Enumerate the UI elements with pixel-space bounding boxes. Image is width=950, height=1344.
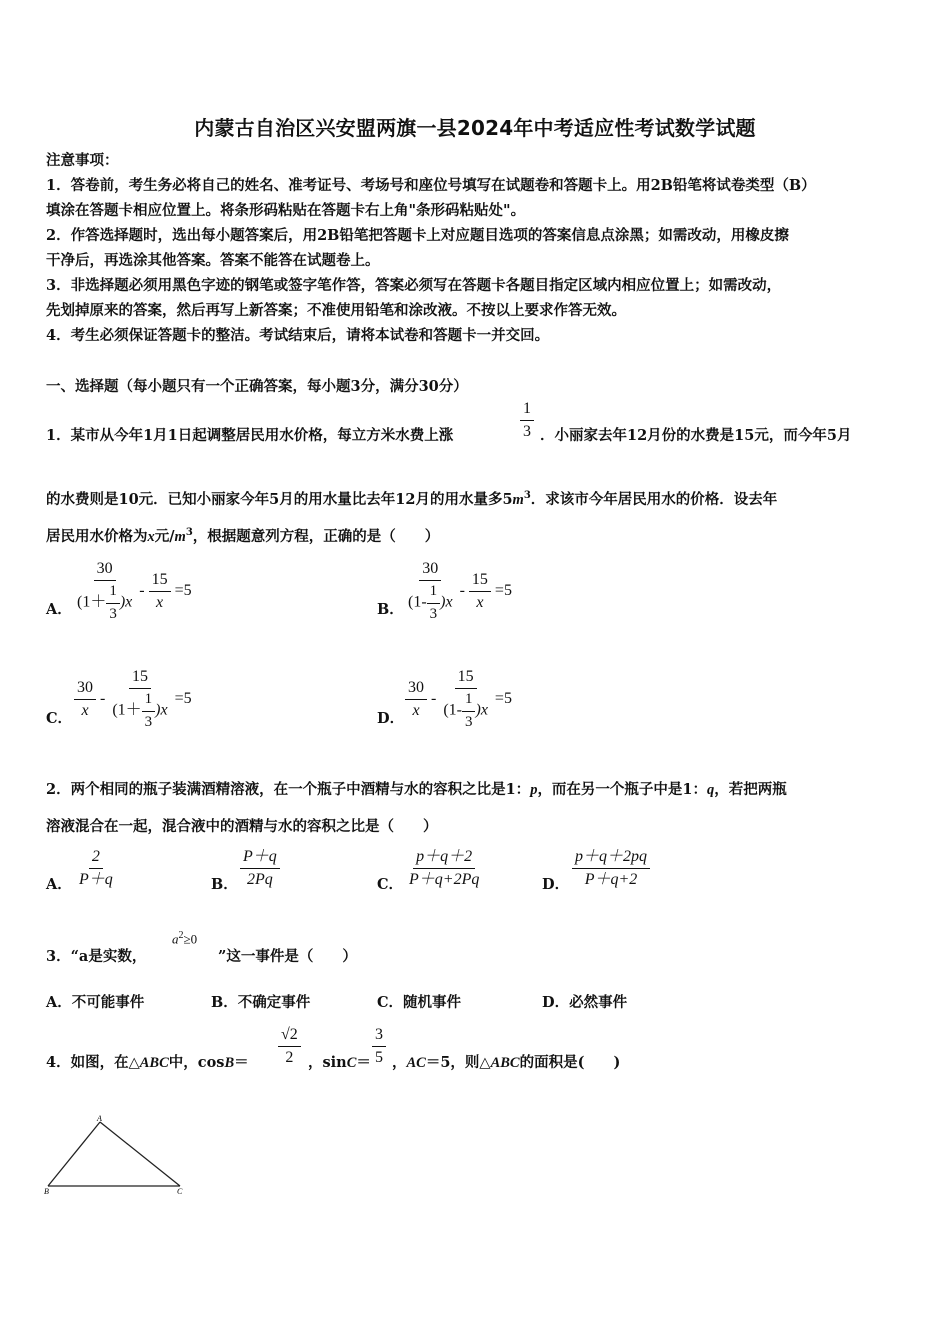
q2-option-a-fraction: $\frac{2}{P+q}$ <box>79 848 113 889</box>
q1-option-b-label: B． <box>377 601 404 618</box>
notice-line-7: 4．考生必须保证答题卡的整洁。考试结束后，请将本试卷和答题卡一并交回。 <box>46 327 550 344</box>
vertex-c-label: C <box>177 1187 183 1196</box>
q1-option-a-equation: 30 (1＋ $\frac{1}{3}$ )x - $\frac{15}{x}$ =5 <box>77 560 192 622</box>
q2-option-b-fraction: $\frac{P+q}{2Pq}$ <box>240 848 280 890</box>
q3-option-d: D．必然事件 <box>542 994 628 1011</box>
notice-heading: 注意事项： <box>46 152 119 169</box>
q3-option-c: C．随机事件 <box>377 994 462 1011</box>
vertex-a-label: A <box>97 1114 102 1123</box>
q4-stem-sin: ，sinC＝ <box>308 1054 371 1071</box>
vertex-b-label: B <box>44 1187 49 1196</box>
q1-option-c-equation: $\frac{30}{x}$ - 15 (1＋ $\frac{1}{3}$ )x =5 <box>74 668 192 731</box>
q1-option-d-label: D． <box>377 710 405 727</box>
q1-option-a-label: A． <box>46 601 72 618</box>
notice-line-4: 干净后，再选涂其他答案。答案不能答在试题卷上。 <box>46 252 380 269</box>
q1-option-c-label: C． <box>46 710 73 727</box>
q2-line-1: 2．两个相同的瓶子装满酒精溶液，在一个瓶子中酒精与水的容积之比是1：p，而在另一个瓶子中是1：q，若把两瓶 <box>46 781 787 798</box>
q4-sin-fraction: $\frac{3}{5}$ <box>372 1026 386 1068</box>
q1-option-d-equation: $\frac{30}{x}$ - 15 (1- $\frac{1}{3}$ )x =5 <box>405 668 512 731</box>
q3-stem-start: 3．“a是实数， <box>46 948 147 965</box>
q2-line-2: 溶液混合在一起，混合液中的酒精与水的容积之比是（ ） <box>46 818 438 835</box>
q2-option-c-label: C． <box>377 876 404 893</box>
section-heading: 一、选择题（每小题只有一个正确答案，每小题3分，满分30分） <box>46 378 468 395</box>
notice-line-5: 3．非选择题必须用黑色字迹的钢笔或签字笔作答，答案必须写在答题卡各题目指定区域内相应位置上；如需改动， <box>46 277 782 294</box>
q4-cos-fraction: $\frac{√2}{2}$ <box>278 1026 301 1068</box>
q2-option-a-label: A． <box>46 876 72 893</box>
triangle-side-ab <box>48 1122 100 1186</box>
q4-stem-end: ，AC＝5，则△ABC的面积是( ) <box>392 1054 621 1071</box>
q2-option-b-label: B． <box>211 876 238 893</box>
q1-line-3: 居民用水价格为x元$/m^3$，根据题意列方程，正确的是（ ） <box>46 527 440 545</box>
q3-option-a: A．不可能事件 <box>46 994 145 1011</box>
q1-inline-fraction: $\frac{1}{3}$ <box>520 400 534 442</box>
q3-expression: $a^2\ge 0$ <box>172 930 198 947</box>
exam-title: 内蒙古自治区兴安盟两旗一县2024年中考适应性考试数学试题 <box>194 116 756 140</box>
q4-stem: 4．如图，在△ABC中，cosB＝ <box>46 1054 249 1071</box>
notice-line-6: 先划掉原来的答案，然后再写上新答案；不准使用铅笔和涂改液。不按以上要求作答无效。 <box>46 302 626 319</box>
q1-line-1-end: ．小丽家去年12月份的水费是15元，而今年5月 <box>540 427 852 444</box>
triangle-figure <box>40 1112 200 1202</box>
q1-line-1: 1．某市从今年1月1日起调整居民用水价格，每立方米水费上涨 <box>46 427 454 444</box>
q2-option-d-label: D． <box>542 876 570 893</box>
q3-stem-end: ”这一事件是（ ） <box>218 948 357 965</box>
notice-line-3: 2．作答选择题时，选出每小题答案后，用2B铅笔把答题卡上对应题目选项的答案信息点涂黑；如需改动，用橡皮擦 <box>46 227 789 244</box>
triangle-side-ac <box>100 1122 180 1186</box>
q1-option-b-equation: 30 (1- $\frac{1}{3}$ )x - $\frac{15}{x}$ =5 <box>408 560 512 622</box>
q1-line-2: 的水费则是10元．已知小丽家今年5月的用水量比去年12月的用水量多$5m^3$．求该市今年居民用水的价格．设去年 <box>46 490 778 508</box>
notice-line-2: 填涂在答题卡相应位置上。将条形码粘贴在答题卡右上角"条形码粘贴处"。 <box>46 202 526 219</box>
q3-option-b: B．不确定事件 <box>211 994 311 1011</box>
q2-option-d-fraction: $\frac{p+q+2pq}{P+q+2}$ <box>572 848 650 890</box>
notice-line-1: 1．答卷前，考生务必将自己的姓名、准考证号、考场号和座位号填写在试题卷和答题卡上。用2B铅笔将试卷类型（B） <box>46 177 816 194</box>
q2-option-c-fraction: $\frac{p+q+2}{P+q+2Pq}$ <box>409 848 480 889</box>
